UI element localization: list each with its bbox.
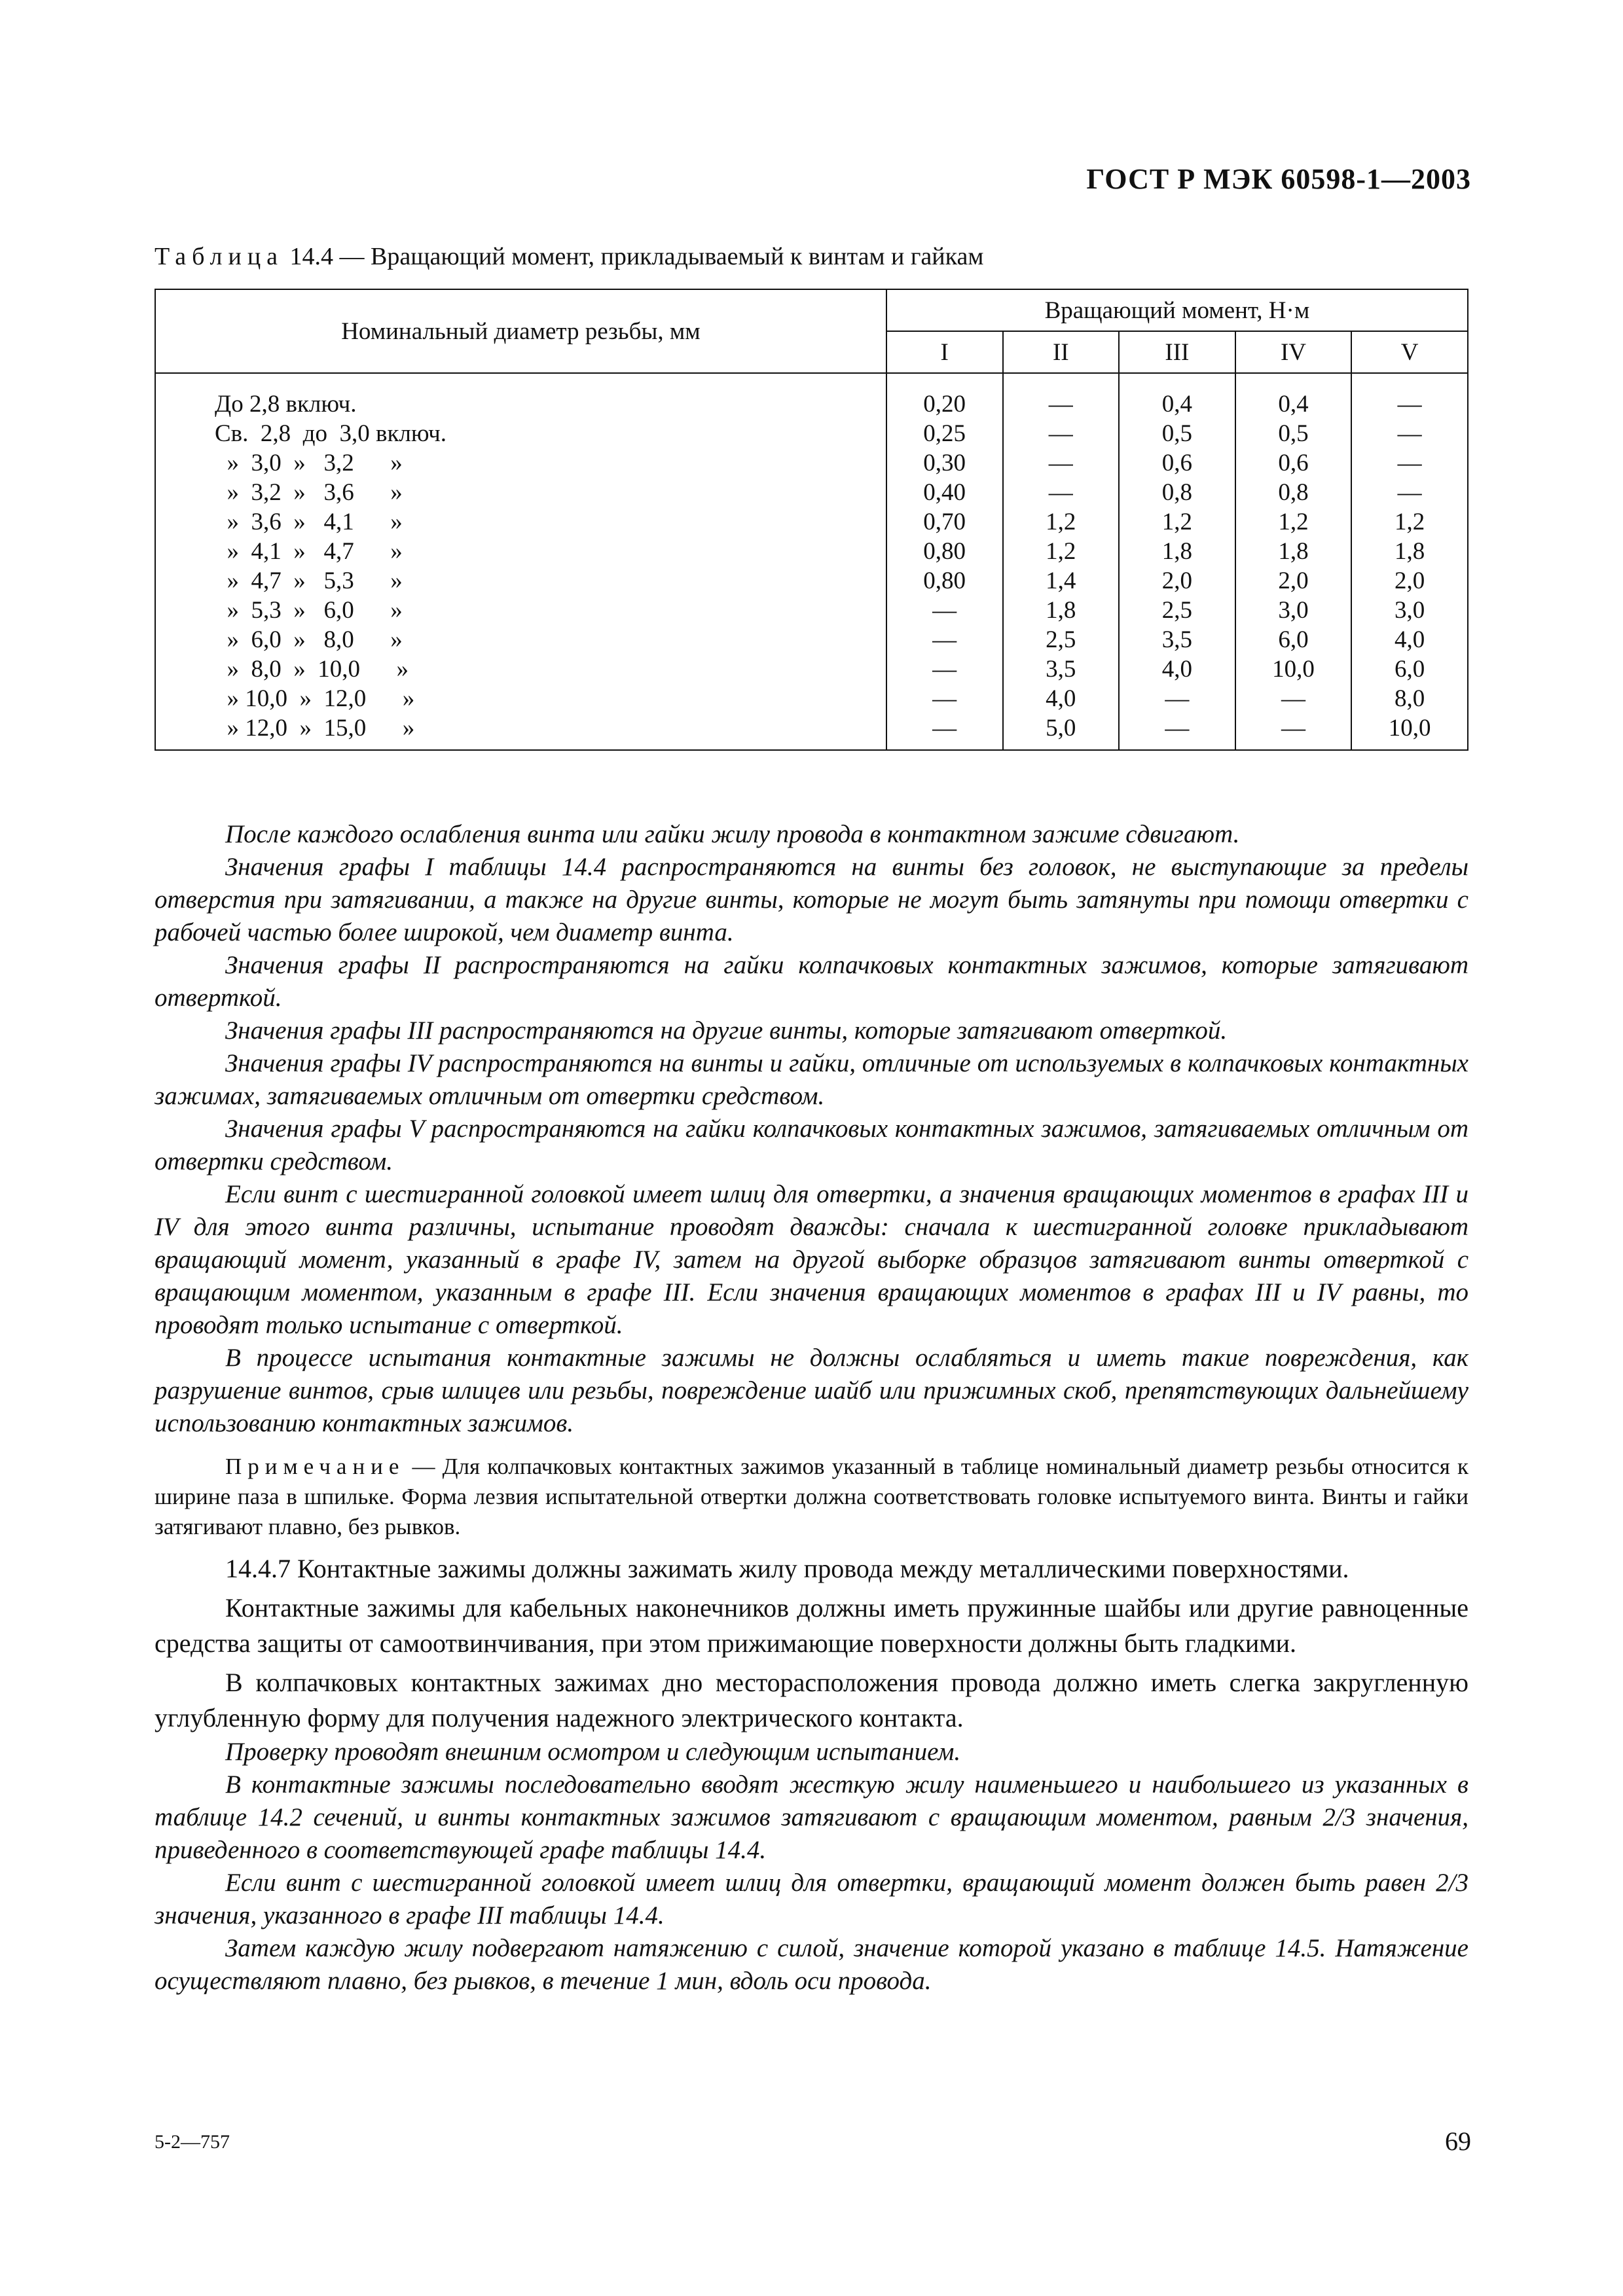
torque-cell: 3,0: [1235, 596, 1352, 625]
torque-cell: 0,8: [1235, 478, 1352, 507]
torque-cell: 1,2: [1119, 507, 1235, 537]
torque-cell: 0,20: [886, 373, 1003, 419]
paragraph: Затем каждую жилу подвергают натяжению с силой, значение которой указано в таблице 14.5. Натяжение осуществляют плавно, без рывков, в течение 1 мин, вдоль оси провода.: [155, 1934, 1468, 1995]
paragraph: В колпачковых контактных зажимах дно месторасположения провода должно иметь слегка закругленную углубленную форму для получения надежного электрического контакта.: [155, 1668, 1468, 1732]
torque-cell: —: [886, 596, 1003, 625]
torque-cell: 0,6: [1235, 448, 1352, 478]
torque-cell: —: [886, 655, 1003, 684]
torque-cell: —: [1119, 684, 1235, 713]
torque-cell: 0,40: [886, 478, 1003, 507]
torque-cell: 0,70: [886, 507, 1003, 537]
clause-14-4-7: 14.4.7 Контактные зажимы должны зажимать жилу провода между металлическими поверхностями.: [225, 1554, 1349, 1583]
print-code: 5-2—757: [155, 2131, 230, 2153]
table-row: [155, 625, 1468, 655]
table-row: [155, 373, 1468, 419]
paragraph: Если винт с шестигранной головкой имеет шлиц для отвертки, вращающий момент должен быть равен 2/3 значения, указанного в графе III таблицы 14.4.: [155, 1869, 1468, 1929]
torque-cell: 1,8: [1351, 537, 1468, 566]
torque-cell: 5,0: [1003, 713, 1120, 750]
subcolumn-header: V: [1351, 331, 1468, 373]
torque-cell: 0,25: [886, 419, 1003, 448]
torque-cell: —: [1119, 713, 1235, 750]
diameter-cell: » 4,7 » 5,3 »: [155, 566, 886, 596]
torque-cell: 6,0: [1235, 625, 1352, 655]
column-header-diameter: Номинальный диаметр резьбы, мм: [155, 289, 886, 373]
diameter-cell: До 2,8 включ.: [155, 373, 886, 419]
torque-cell: 2,0: [1351, 566, 1468, 596]
torque-cell: 2,0: [1235, 566, 1352, 596]
paragraph: Проверку проводят внешним осмотром и следующим испытанием.: [225, 1738, 961, 1766]
torque-cell: 3,5: [1003, 655, 1120, 684]
torque-cell: —: [1003, 419, 1120, 448]
table-row: [155, 419, 1468, 448]
table-caption-text: 14.4 — Вращающий момент, прикладываемый к винтам и гайкам: [283, 243, 984, 270]
torque-cell: —: [886, 684, 1003, 713]
torque-cell: 6,0: [1351, 655, 1468, 684]
torque-cell: 3,5: [1119, 625, 1235, 655]
torque-cell: 10,0: [1235, 655, 1352, 684]
torque-cell: 1,8: [1119, 537, 1235, 566]
table-row: [155, 478, 1468, 507]
diameter-cell: » 4,1 » 4,7 »: [155, 537, 886, 566]
diameter-cell: » 6,0 » 8,0 »: [155, 625, 886, 655]
paragraph: Контактные зажимы для кабельных наконечников должны иметь пружинные шайбы или другие равноценные средства защиты от самоотвинчивания, при этом прижимающие поверхности должны быть гладкими.: [155, 1593, 1468, 1658]
subcolumn-header: I: [886, 331, 1003, 373]
table-caption-label: Таблица: [155, 243, 284, 270]
torque-cell: —: [1235, 713, 1352, 750]
torque-cell: 4,0: [1003, 684, 1120, 713]
paragraph: Значения графы I таблицы 14.4 распространяются на винты без головок, не выступающие за пределы отверстия при затягивании, а также на другие винты, которые не могут быть затянуты при помощи отвертки с рабочей частью более широкой, чем диаметр винта.: [155, 853, 1468, 946]
diameter-cell: » 12,0 » 15,0 »: [155, 713, 886, 750]
torque-cell: 0,80: [886, 537, 1003, 566]
table-caption: [155, 242, 983, 271]
column-header-torque: Вращающий момент, Н·м: [886, 289, 1468, 331]
torque-cell: —: [1003, 448, 1120, 478]
torque-cell: 1,2: [1235, 507, 1352, 537]
torque-cell: 8,0: [1351, 684, 1468, 713]
paragraph: В процессе испытания контактные зажимы не должны ослабляться и иметь такие повреждения, как разрушение винтов, срыв шлицев или резьбы, повреждение шайб или прижимных скоб, препятствующих дальнейшему использованию контактных зажимов.: [155, 1344, 1468, 1437]
torque-cell: 4,0: [1119, 655, 1235, 684]
table-row: [155, 448, 1468, 478]
note: [155, 1452, 1468, 1542]
torque-cell: 0,4: [1119, 373, 1235, 419]
diameter-cell: » 8,0 » 10,0 »: [155, 655, 886, 684]
torque-cell: 0,6: [1119, 448, 1235, 478]
subcolumn-header: III: [1119, 331, 1235, 373]
torque-cell: 2,0: [1119, 566, 1235, 596]
paragraph: Значения графы III распространяются на другие винты, которые затягивают отверткой.: [225, 1016, 1228, 1045]
paragraph: В контактные зажимы последовательно вводят жесткую жилу наименьшего и наибольшего из указанных в таблице 14.2 сечений, и винты контактных зажимов затягивают с вращающим моментом, равным 2/3 значения, приведенного в соответствующей графе таблицы 14.4.: [155, 1770, 1468, 1864]
paragraph: Значения графы IV распространяются на винты и гайки, отличные от используемых в колпачковых контактных зажимах, затягиваемых отличным от отвертки средством.: [155, 1049, 1468, 1110]
body-text: [155, 818, 1468, 1998]
torque-cell: —: [886, 713, 1003, 750]
torque-cell: 1,8: [1003, 596, 1120, 625]
torque-cell: —: [1351, 448, 1468, 478]
torque-cell: 4,0: [1351, 625, 1468, 655]
table-row: [155, 655, 1468, 684]
diameter-cell: » 10,0 » 12,0 »: [155, 684, 886, 713]
torque-cell: 10,0: [1351, 713, 1468, 750]
table-row: [155, 684, 1468, 713]
torque-cell: 2,5: [1119, 596, 1235, 625]
torque-cell: —: [1351, 478, 1468, 507]
torque-cell: —: [1235, 684, 1352, 713]
torque-cell: 0,30: [886, 448, 1003, 478]
paragraph: Если винт с шестигранной головкой имеет шлиц для отвертки, а значения вращающих моментов в графах III и IV для этого винта различны, испытание проводят дважды: сначала к шестигранной головке прикладывают вращающий момент, указанный в графе IV, затем на другой выборке образцов затягивают винты отверткой с вращающим моментом, указанным в графе III. Если значения вращающих моментов в графах III и IV равны, то проводят только испытание с отверткой.: [155, 1180, 1468, 1339]
table-row: [155, 566, 1468, 596]
torque-cell: 1,2: [1003, 507, 1120, 537]
torque-cell: —: [1003, 373, 1120, 419]
torque-cell: 2,5: [1003, 625, 1120, 655]
torque-cell: —: [1003, 478, 1120, 507]
note-text: — Для колпачковых контактных зажимов указанный в таблице номинальный диаметр резьбы относится к ширине паза в шпильке. Форма лезвия испытательной отвертки должна соответствовать головке испытуемого винта. Винты и гайки затягивают плавно, без рывков.: [155, 1454, 1468, 1539]
diameter-cell: » 3,0 » 3,2 »: [155, 448, 886, 478]
torque-cell: 0,80: [886, 566, 1003, 596]
subcolumn-header: IV: [1235, 331, 1352, 373]
table-row: [155, 537, 1468, 566]
torque-cell: 0,5: [1119, 419, 1235, 448]
torque-table-body: [155, 373, 1468, 750]
torque-cell: —: [1351, 373, 1468, 419]
torque-cell: 0,4: [1235, 373, 1352, 419]
torque-cell: —: [1351, 419, 1468, 448]
torque-cell: 1,2: [1003, 537, 1120, 566]
torque-cell: 1,8: [1235, 537, 1352, 566]
diameter-cell: » 3,2 » 3,6 »: [155, 478, 886, 507]
paragraph: Значения графы V распространяются на гайки колпачковых контактных зажимов, затягиваемых отличным от отвертки средством.: [155, 1115, 1468, 1175]
torque-cell: 1,4: [1003, 566, 1120, 596]
table-row: [155, 507, 1468, 537]
table-row: [155, 713, 1468, 750]
torque-cell: —: [886, 625, 1003, 655]
torque-cell: 3,0: [1351, 596, 1468, 625]
diameter-cell: » 3,6 » 4,1 »: [155, 507, 886, 537]
paragraph: Значения графы II распространяются на гайки колпачковых контактных зажимов, которые затягивают отверткой.: [155, 951, 1468, 1012]
torque-cell: 1,2: [1351, 507, 1468, 537]
table-row: [155, 596, 1468, 625]
subcolumn-header: II: [1003, 331, 1120, 373]
paragraph: После каждого ослабления винта или гайки жилу провода в контактном зажиме сдвигают.: [225, 820, 1240, 848]
torque-cell: 0,5: [1235, 419, 1352, 448]
torque-table: [155, 289, 1468, 751]
page-number: 69: [1445, 2126, 1471, 2156]
note-label: Примечание: [225, 1454, 405, 1479]
torque-cell: 0,8: [1119, 478, 1235, 507]
diameter-cell: Св. 2,8 до 3,0 включ.: [155, 419, 886, 448]
diameter-cell: » 5,3 » 6,0 »: [155, 596, 886, 625]
document-standard-header: ГОСТ Р МЭК 60598-1—2003: [1086, 163, 1471, 195]
